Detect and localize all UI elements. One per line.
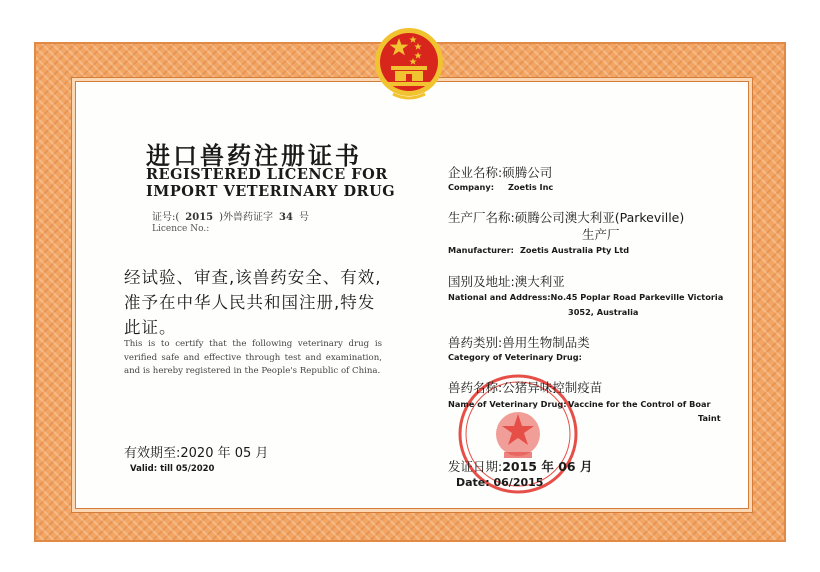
licence-serial: 34 [279,212,293,223]
company-en [448,182,553,192]
drug-name-cn [448,378,602,396]
issue-date-en: Date: 06/2015 [456,476,544,489]
drug-name-en-value-1: Vaccine for the Control of Boar [568,399,711,409]
certification-text-cn: 经试验、审查,该兽药安全、有效,准予在中华人民共和国注册,特发此证。 [124,268,382,337]
category-cn-value: 兽用生物制品类 [502,335,590,350]
category-cn-label: 兽药类别: [448,335,503,350]
drug-name-cn-value: 公猪异味控制疫苗 [502,380,603,395]
manufacturer-cn-value-2: 生产厂 [582,227,620,242]
address-en-value-1: No.45 Poplar Road Parkeville Victoria [550,292,724,302]
validity-value: 2020 年 05 月 [180,446,269,461]
validity-en: Valid: till 05/2020 [130,464,215,474]
drug-name-en [448,399,711,409]
certificate-title-cn: 进口兽药注册证书 [146,142,362,170]
licence-middle: )外兽药证字 [219,212,274,223]
validity-label: 有效期至: [124,446,181,461]
manufacturer-en [448,245,629,255]
licence-number [152,208,309,223]
company-cn-label: 企业名称: [448,165,503,180]
issue-date-cn-value: 2015 年 06 月 [502,459,593,474]
licence-suffix: 号 [298,212,309,223]
company-cn [448,163,552,181]
national-emblem-icon [373,24,445,102]
category-en-label: Category of Veterinary Drug: [448,352,582,362]
licence-prefix: 证号:( [152,212,180,223]
certification-text-en: This is to certify that the following veterinary drug is verified safe and effective through test and examination, and is hereby registered in the People's Republic of China. [124,339,382,376]
certificate-title-en-line1: REGISTERED LICENCE FOR [146,166,388,183]
address-en-value-2: 3052, Australia [568,307,639,317]
drug-name-en-label: Name of Veterinary Drug: [448,399,567,409]
manufacturer-cn [448,208,684,226]
drug-name-cn-label: 兽药名称: [448,380,503,395]
licence-label-en: Licence No.: [152,224,210,234]
category-cn [448,333,590,351]
validity-cn [124,442,268,461]
manufacturer-en-label: Manufacturer: [448,245,514,255]
licence-year: 2015 [185,212,214,223]
address-en [448,292,723,302]
address-cn-label: 国别及地址: [448,274,515,289]
issue-date-cn-label: 发证日期: [448,459,503,474]
address-cn-value: 澳大利亚 [514,274,565,289]
manufacturer-en-value: Zoetis Australia Pty Ltd [520,245,630,255]
company-en-value: Zoetis Inc [508,182,554,192]
address-en-label: National and Address: [448,292,551,302]
address-cn [448,272,565,290]
manufacturer-cn-value-1: 硕腾公司澳大利亚(Parkeville) [514,210,685,225]
certificate-title-en-line2: IMPORT VETERINARY DRUG [146,183,396,200]
company-en-label: Company: [448,182,494,192]
manufacturer-cn-label: 生产厂名称: [448,210,515,225]
issue-date-cn [448,457,592,475]
drug-name-en-value-2: Taint [698,413,721,423]
company-cn-value: 硕腾公司 [502,165,553,180]
